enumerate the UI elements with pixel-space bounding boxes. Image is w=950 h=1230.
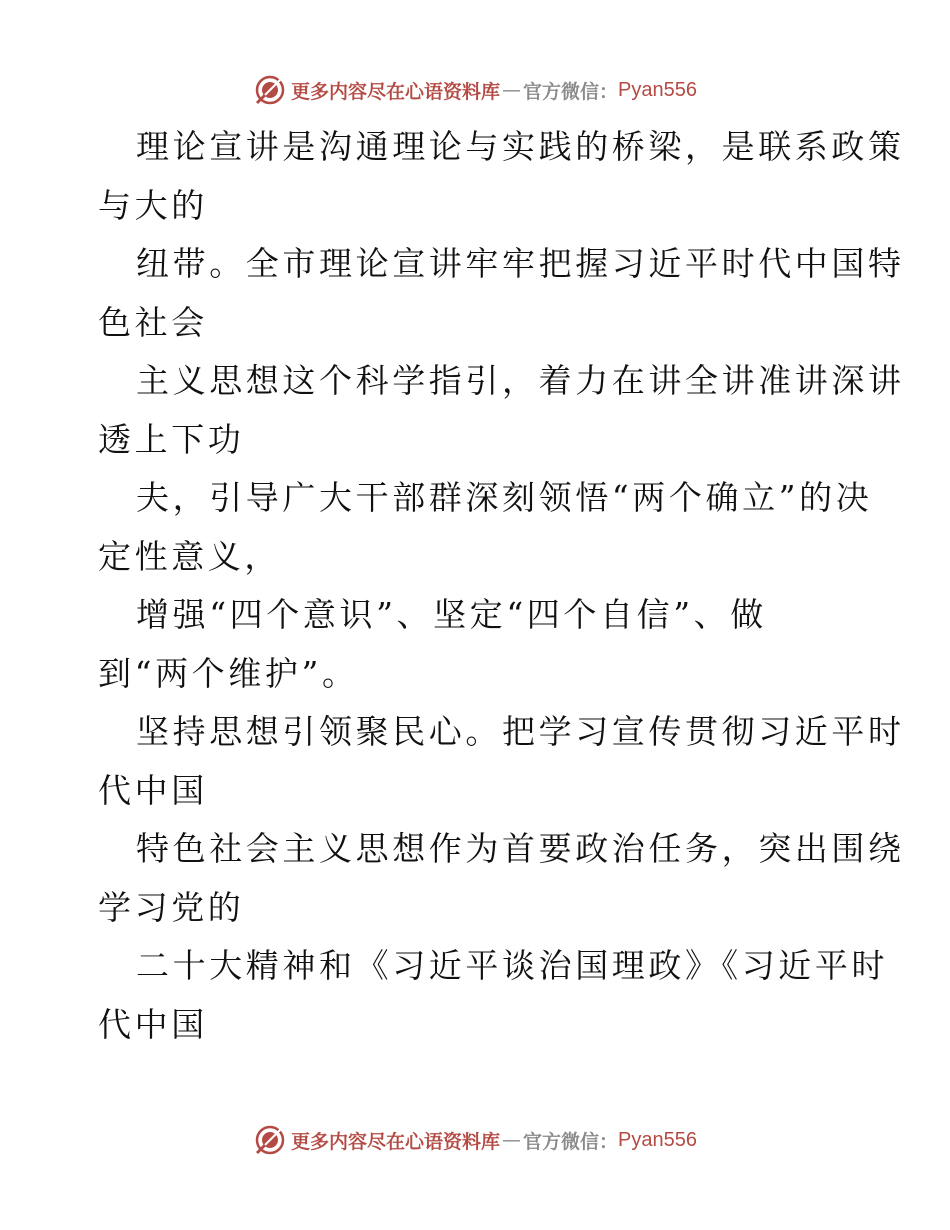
body-line: 坚持思想引领聚民心。把学习宣传贯彻习近平时: [136, 712, 905, 751]
body-line: 特色社会主义思想作为首要政治任务，突出围绕: [136, 829, 905, 868]
body-line: 代中国: [98, 1004, 208, 1044]
body-line: 色社会: [98, 302, 208, 342]
pen-seal-logo-icon: [253, 1123, 287, 1157]
banner-title: 更多内容尽在心语资料库: [291, 80, 501, 103]
banner-dash: —: [502, 79, 522, 101]
banner-wechat-id: Pyan556: [618, 1128, 697, 1151]
body-line: 代中国: [98, 770, 208, 810]
body-line: 透上下功: [98, 419, 245, 459]
body-line: 学习党的: [98, 887, 245, 927]
footer-banner: [0, 1120, 950, 1160]
banner-wechat-label: 官方微信：: [523, 80, 619, 103]
body-line: 主义思想这个科学指引，着力在讲全讲准讲深讲: [136, 361, 905, 400]
header-banner: [0, 70, 950, 110]
body-line: 夫，引导广大干部群深刻领悟“两个确立”的决: [136, 478, 873, 517]
body-line: 理论宣讲是沟通理论与实践的桥梁，是联系政策: [136, 127, 905, 166]
banner-wechat-label: 官方微信：: [523, 1130, 619, 1153]
pen-seal-logo-icon: [253, 73, 287, 107]
banner-wechat-id: Pyan556: [618, 78, 697, 101]
body-line: 增强“四个意识”、坚定“四个自信”、做: [136, 595, 767, 634]
body-line: 与大的: [98, 185, 208, 225]
document-body: [98, 118, 905, 1054]
banner-title: 更多内容尽在心语资料库: [291, 1130, 501, 1153]
body-line: 到“两个维护”。: [98, 653, 359, 693]
body-line: 二十大精神和《习近平谈治国理政》《习近平时: [136, 946, 889, 985]
body-line: 定性意义，: [98, 536, 281, 576]
body-line: 纽带。全市理论宣讲牢牢把握习近平时代中国特: [136, 244, 905, 283]
banner-dash: —: [502, 1129, 522, 1151]
